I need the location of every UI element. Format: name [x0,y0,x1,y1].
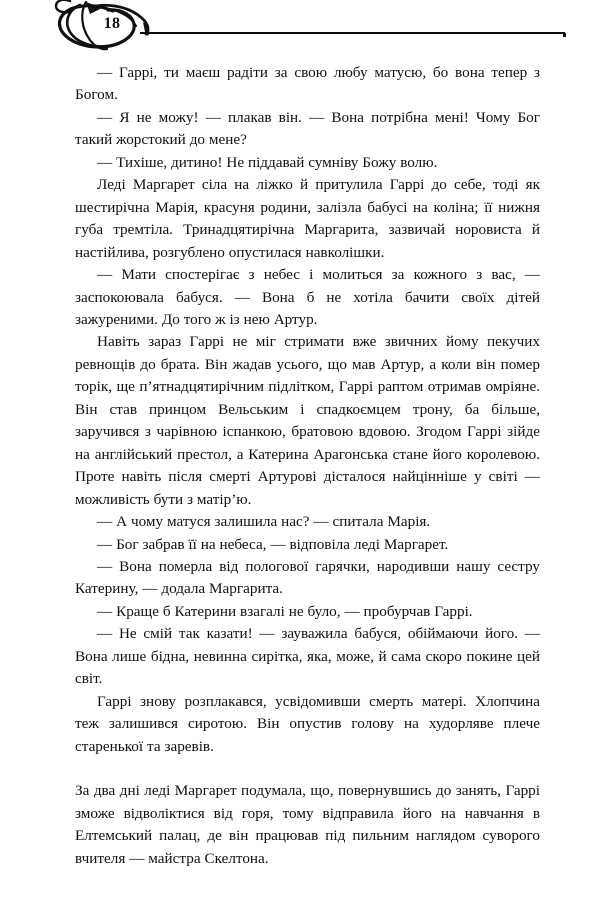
paragraph: Гаррі знову розплакався, усвідомивши смерть матері. Хлопчина теж залишився сиротою. Він опустив голову на худорляве плече старенької та заревів. [75,692,540,755]
paragraph: — Вона померла від пологової гарячки, народивши нашу сестру Катерину, — додала Маргарита. [75,557,540,598]
paragraph: — Гаррі, ти маєш радіти за свою любу матусю, бо вона тепер з Богом. [75,64,540,104]
paragraph: — Мати спостерігає з небес і молиться за кожного з вас, — заспокоювала бабуся. — Вона б не хотіла бачити своїх дітей зажуреними. До того ж із нею Артур. [75,266,540,328]
paragraph: — Не смій так казати! — зауважила бабуся, обіймаючи його. — Вона лише бідна, невинна сирітка, яка, може, й сама скоро покине цей світ. [75,625,540,688]
paragraph: — Тихіше, дитино! Не піддавай сумніву Божу волю. [97,153,438,171]
paragraph: — А чому матуся залишила нас? — спитала Марія. [97,513,431,531]
paragraph: Леді Маргарет сіла на ліжко й притулила Гаррі до себе, тоді як шестирічна Марія, красуня родини, залізла бабусі на коліна; її нижня губа тремтіла. Тринадцятирічна Маргарита, зазвичай норовиста й настійлива, розгублено опустилася навколішки. [75,176,540,261]
page-number: 18 [103,15,121,32]
paragraph: Навіть зараз Гаррі не міг стримати вже звичних йому пекучих ревнощів до брата. Він жадав усього, що мав Артур, а коли він помер торік, ще п’ятнадцятирічним підлітком, Гаррі раптом отримав омріяне. Він став принцом Вельським і спадкоємцем трону, ба більше, заручився з чарівною іспанкою, братовою вдовою. Згодом Гаррі зійде на англійський престол, а Катерина Арагонська стане його королевою. Проте навіть після смерті Артурові дісталося найцінніше у світі — можливість бути з матір’ю. [75,333,540,508]
paragraph: За два дні леді Маргарет подумала, що, повернувшись до занять, Гаррі зможе відволіктися від горя, тому відправила його на навчання в Елтемський палац, де він працював під пильним наглядом суворого вчителя — майстра Скелтона. [75,782,540,867]
paragraph: — Я не можу! — плакав він. — Вона потрібна мені! Чому Бог такий жорстокий до мене? [75,108,540,149]
running-head [0,0,600,52]
paragraph: — Бог забрав її на небеса, — відповіла леді Маргарет. [97,535,449,553]
paragraph: — Краще б Катерини взагалі не було, — пробурчав Гаррі. [97,602,473,620]
header-rule [140,32,565,34]
body-text [75,62,540,870]
